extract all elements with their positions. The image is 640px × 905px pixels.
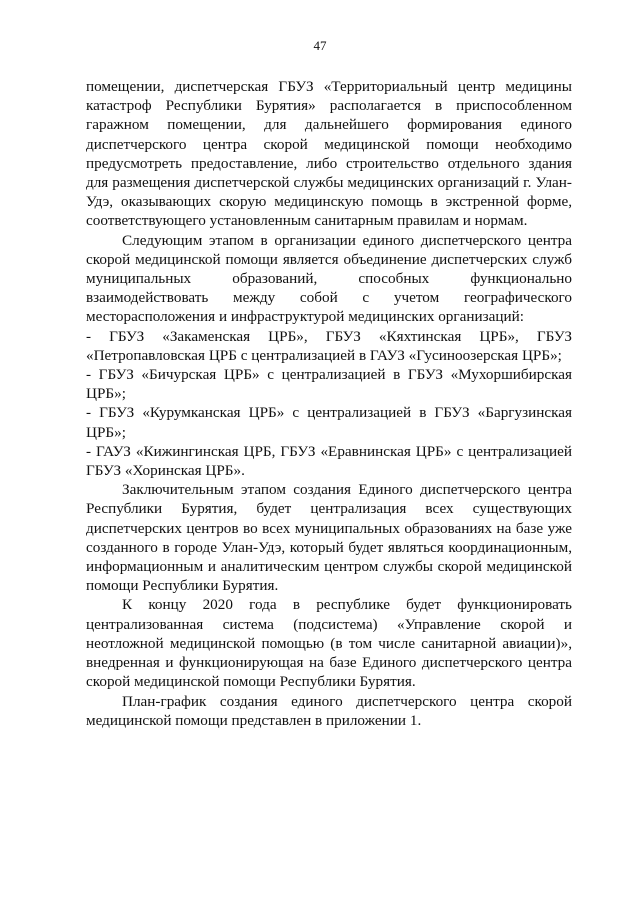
paragraph-next-stage: Следующим этапом в организации единого диспетчерского центра скорой медицинской помощи является объединение диспетчерских служб муниципальных образований, способных функционально взаимодействовать между собой с учетом географического месторасположения и инфраструктурой медицинских организаций: <box>86 231 572 326</box>
paragraph-continuation: помещении, диспетчерская ГБУЗ «Территориальный центр медицины катастроф Республики Бурятия» располагается в приспособленном гаражном помещении, для дальнейшего формирования единого диспетчерского центра скорой медицинской помощи необходимо предусмотреть предоставление, либо строительство отдельного здания для размещения диспетчерской службы медицинских организаций г. Улан-Удэ, оказывающих скорую медицинскую помощь в экстренной форме, соответствующего установленным санитарным правилам и нормам. <box>86 78 572 230</box>
paragraph-schedule-reference: План-график создания единого диспетчерского центра скорой медицинской помощи представлен в приложении 1. <box>86 692 572 729</box>
list-item-zakamenskaya: - ГБУЗ «Закаменская ЦРБ», ГБУЗ «Кяхтинская ЦРБ», ГБУЗ «Петропавловская ЦРБ с централизацией в ГАУЗ «Гусиноозерская ЦРБ»; <box>86 327 572 364</box>
paragraph-final-stage: Заключительным этапом создания Единого диспетчерского центра Республики Бурятия, будет централизация всех существующих диспетчерских центров во всех муниципальных образованиях на базе уже созданного в городе Улан-Удэ, который будет являться координационным, информационным и аналитическим центром службы скорой медицинской помощи Республики Бурятия. <box>86 481 572 595</box>
paragraph-2020-system: К концу 2020 года в республике будет функционировать централизованная система (подсистема) «Управление скорой и неотложной медицинской помощью (в том числе санитарной авиации)», внедренная и функционирующая на базе Единого диспетчерского центра скорой медицинской помощи Республики Бурятия. <box>86 596 572 691</box>
page-number: 47 <box>313 38 327 53</box>
list-item-bichurskaya: - ГБУЗ «Бичурская ЦРБ» с централизацией в ГБУЗ «Мухоршибирская ЦРБ»; <box>86 366 572 403</box>
list-item-kizhinginskaya: - ГАУЗ «Кижингинская ЦРБ, ГБУЗ «Еравнинская ЦРБ» с централизацией ГБУЗ «Хоринская ЦРБ». <box>86 442 572 480</box>
list-item-kurumkanskaya: - ГБУЗ «Курумканская ЦРБ» с централизацией в ГБУЗ «Баргузинская ЦРБ»; <box>86 404 572 441</box>
document-body <box>86 77 572 730</box>
